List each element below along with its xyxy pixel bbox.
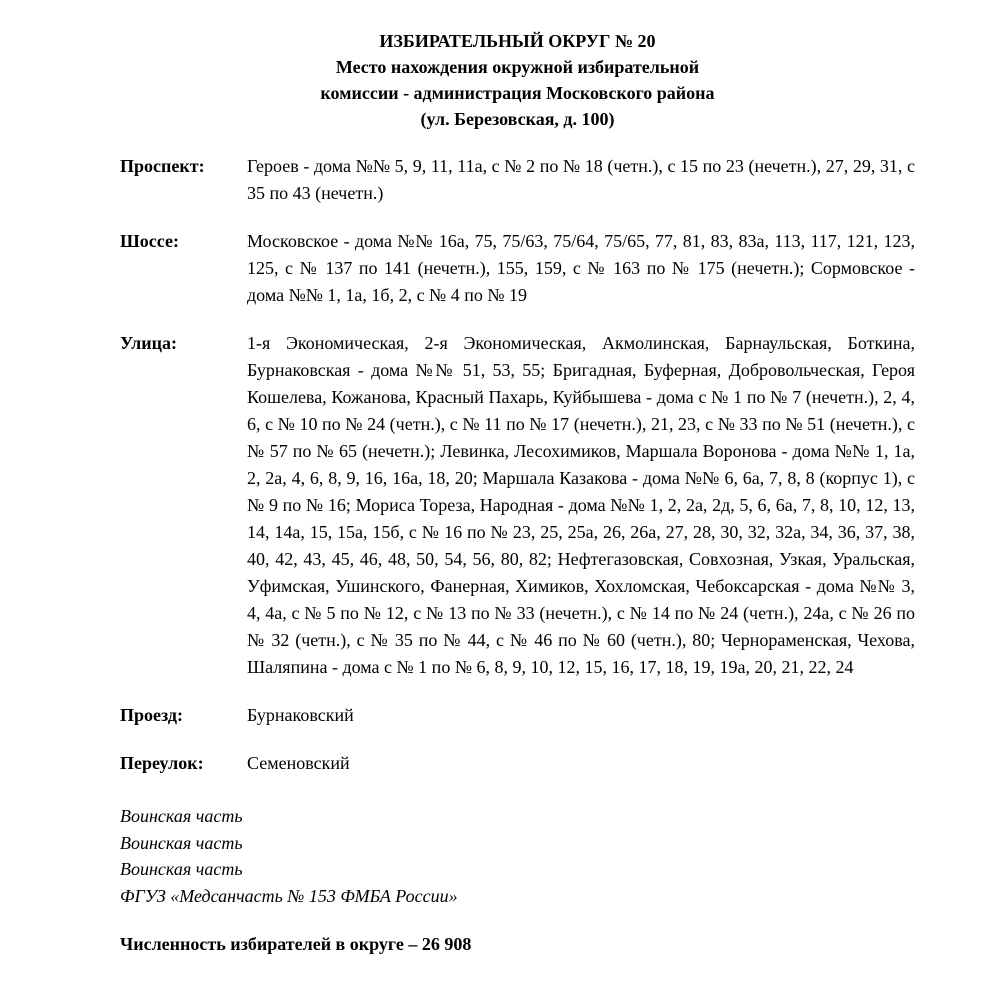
facility-item: Воинская часть xyxy=(120,859,243,879)
section-prospekt xyxy=(120,153,915,207)
section-text-pereulok: Семеновский xyxy=(247,753,350,773)
header-subtitle-line-2: комиссии - администрация Московского района xyxy=(320,83,715,103)
facility-item: Воинская часть xyxy=(120,832,243,853)
facility-item: Воинская часть xyxy=(120,806,243,826)
section-proezd xyxy=(120,702,915,729)
facilities-list xyxy=(120,803,915,909)
facility-item: ФГУЗ «Медсанчасть № 153 ФМБА России» xyxy=(120,885,458,906)
section-text-shosse: Московское - дома №№ 16а, 75, 75/63, 75/64, 75/65, 77, 81, 83, 83а, 113, 117, 121, 123, 125, с № 137 по 141 (нечетн.), 155, 159, с № 163 по № 175 (нечетн.); Сормовское - дома №№ 1, 1а, 1б, 2, с № 4 по № 19 xyxy=(247,231,915,305)
section-label-pereulok: Переулок: xyxy=(120,753,204,773)
section-shosse xyxy=(120,228,915,309)
section-label-ulitsa: Улица: xyxy=(120,333,178,353)
section-label-proezd: Проезд: xyxy=(120,705,184,725)
section-label-shosse: Шоссе: xyxy=(120,231,179,251)
header-address: (ул. Березовская, д. 100) xyxy=(420,109,615,129)
section-text-ulitsa: 1-я Экономическая, 2-я Экономическая, Акмолинская, Барнаульская, Боткина, Бурнаковская - дома №№ 51, 53, 55; Бригадная, Буферная, Добровольческая, Героя Кошелева, Кожанова, Красный Пахарь, Куйбышева - дома с № 1 по № 7 (нечетн.), 2, 4, 6, с № 10 по № 24 (четн.), с № 11 по № 17 (нечетн.), 21, 23, с № 33 по № 51 (нечетн.), с № 57 по № 65 (нечетн.); Левинка, Лесохимиков, Маршала Воронова - дома №№ 1, 1а, 2, 2а, 4, 6, 8, 9, 16, 16а, 18, 20; Маршала Казакова - дома №№ 6, 6а, 7, 8, 8 (корпус 1), с № 9 по № 16; Мориса Тореза, Народная - дома №№ 1, 2, 2а, 2д, 5, 6, 6а, 7, 8, 10, 12, 13, 14, 14а, 15, 15а, 15б, с № 16 по № 23, 25, 25а, 26, 26а, 27, 28, 30, 32, 32а, 34, 36, 37, 38, 40, 42, 43, 45, 46, 48, 50, 54, 56, 80, 82; Нефтегазовская, Совхозная, Узкая, Уральская, Уфимская, Ушинского, Фанерная, Химиков, Хохломская, Чебоксарская - дома №№ 3, 4, 4а, с № 5 по № 12, с № 13 по № 33 (нечетн.), с № 14 по № 24 (четн.), 24а, с № 26 по № 32 (четн.), с № 35 по № 44, с № 46 по № 60 (четн.), 80; Чернораменская, Чехова, Шаляпина - дома с № 1 по № 6, 8, 9, 10, 12, 15, 16, 17, 18, 19, 19а, 20, 21, 22, 24 xyxy=(247,333,915,677)
section-text-prospekt: Героев - дома №№ 5, 9, 11, 11а, с № 2 по № 18 (четн.), с 15 по 23 (нечетн.), 27, 29, 31, с 35 по 43 (нечетн.) xyxy=(247,156,915,203)
section-label-prospekt: Проспект: xyxy=(120,156,205,176)
section-ulitsa xyxy=(120,330,915,681)
section-pereulok xyxy=(120,750,915,777)
header-title: ИЗБИРАТЕЛЬНЫЙ ОКРУГ № 20 xyxy=(379,31,656,51)
section-text-proezd: Бурнаковский xyxy=(247,705,354,725)
voter-count-total: Численность избирателей в округе – 26 908 xyxy=(120,934,472,954)
document-header xyxy=(120,28,915,132)
header-subtitle-line-1: Место нахождения окружной избирательной xyxy=(335,57,700,77)
